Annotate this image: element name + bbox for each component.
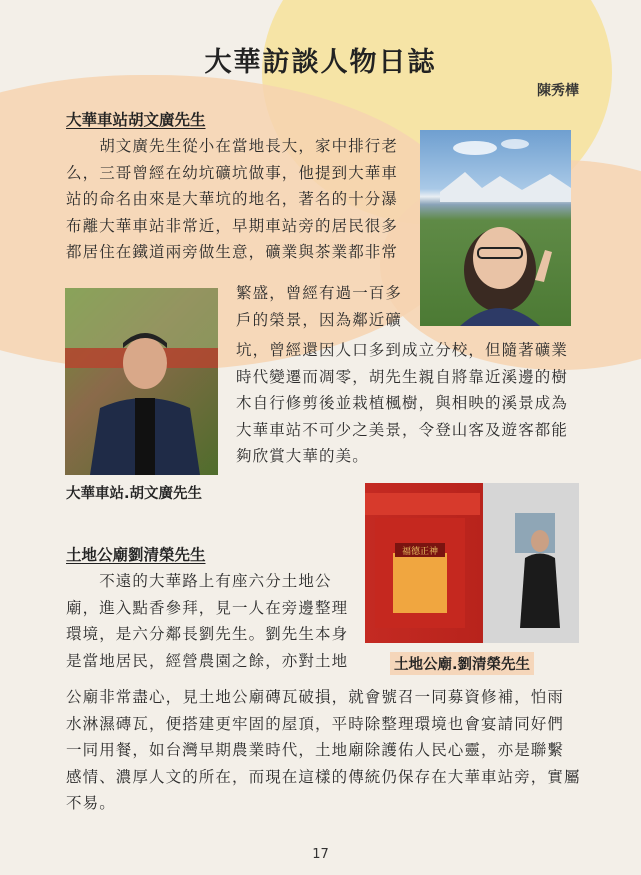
text-line: 不易。	[66, 794, 116, 813]
temple-photo	[365, 483, 579, 643]
section-liu-paragraph-full	[66, 684, 581, 817]
text-line: 坑，曾經還因人口多到成立分校，但隨著礦業	[236, 341, 569, 359]
text-line: 布離大華車站非常近，早期車站旁的居民很多	[66, 216, 399, 235]
text-line: 繁盛，曾經有過一百多	[236, 284, 403, 302]
text-line: 木自行修剪後並栽植楓樹，與相映的溪景成為	[236, 394, 569, 413]
hu-wenguang-photo	[65, 288, 218, 475]
text-line: 夠欣賞大華的美。	[236, 447, 369, 466]
page-title: 大華訪談人物日誌	[204, 47, 437, 78]
section-hu-paragraph-right	[236, 337, 568, 470]
text-line: 胡文廣先生從小在當地長大，家中排行老	[66, 137, 399, 155]
text-line: 環境，是六分鄰長劉先生。劉先生本身	[66, 625, 349, 644]
text-line: 水淋濕磚瓦，便搭建更牢固的屋頂，平時除整理環境也會宴請同好們	[66, 714, 565, 733]
liu-photo-caption: 土地公廟.劉清榮先生	[390, 652, 534, 675]
text-line: 不遠的大華路上有座六分土地公	[66, 572, 332, 590]
text-line: 都居住在鐵道兩旁做生意，礦業與茶業都非常	[66, 243, 399, 262]
page-number: 17	[312, 847, 329, 862]
text-line: 廟，進入點香參拜，見一人在旁邊整理	[66, 598, 349, 617]
text-line: 站的命名由來是大華坑的地名，著名的十分瀑	[66, 190, 399, 209]
temple-banner-text: 福德正神	[401, 547, 439, 557]
section-heading-hu: 大華車站胡文廣先生	[66, 111, 206, 129]
hu-photo-caption: 大華車站.胡文廣先生	[66, 486, 203, 502]
text-line: 大華車站不可少之美景，令登山客及遊客都能	[236, 420, 569, 439]
section-heading-liu: 土地公廟劉清榮先生	[66, 546, 206, 564]
author-name: 陳秀樺	[537, 83, 579, 99]
section-liu-paragraph-top	[66, 568, 348, 674]
text-line: 感情、濃厚人文的所在，而現在這樣的傳統仍保存在大華車站旁，實屬	[66, 767, 581, 786]
text-line: 時代變遷而凋零，胡先生親自將靠近溪邊的樹	[236, 367, 569, 386]
author-photo	[420, 130, 571, 326]
text-line: 一同用餐，如台灣早期農業時代，土地廟除護佑人民心靈，亦是聯繫	[66, 741, 565, 760]
text-line: 戶的榮景，因為鄰近礦	[236, 310, 403, 329]
section-hu-paragraph-top	[66, 133, 398, 266]
text-line: 公廟非常盡心，見土地公廟磚瓦破損，就會號召一同募資修補，怕雨	[66, 688, 565, 706]
text-line: 么，三哥曾經在幼坑礦坑做事，他提到大華車	[66, 163, 399, 182]
text-line: 是當地居民，經營農園之餘，亦對土地	[66, 651, 349, 670]
section-hu-paragraph-narrow	[236, 280, 402, 333]
